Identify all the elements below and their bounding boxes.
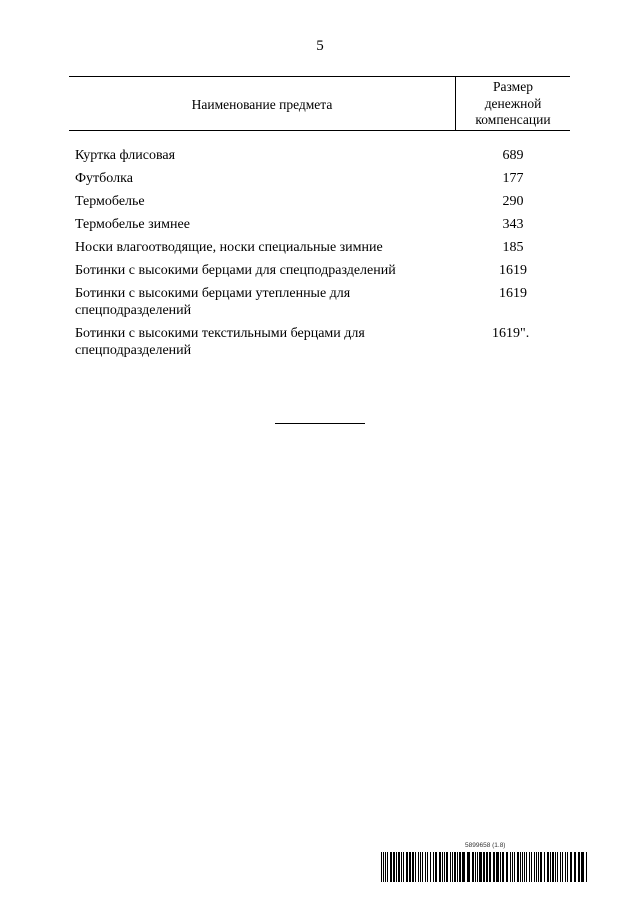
end-of-document-rule [275,423,365,424]
table-row [69,325,570,359]
item-name-line: Ботинки с высокими берцами для спецподразделений [75,263,396,278]
header-compensation-amount [456,77,570,130]
item-name [69,325,456,359]
item-name-line: Футболка [75,171,133,186]
barcode-bars [381,852,591,882]
table-row [69,216,570,233]
table-row [69,147,570,164]
item-amount: 1619 [499,286,527,301]
table-body [69,147,570,359]
header-amount-line: денежной [484,95,542,111]
item-amount: 1619". [492,326,530,341]
item-name-line: Ботинки с высокими текстильными берцами для [75,326,365,341]
item-name-line: спецподразделений [75,303,192,318]
table-row [69,170,570,187]
item-amount: 185 [502,240,524,255]
page-number: 5 [316,38,324,54]
header-amount-line: Размер [493,79,533,94]
item-amount: 290 [502,194,524,209]
item-amount: 343 [502,217,524,232]
table-row [69,262,570,279]
table-header [69,76,570,131]
item-amount: 689 [502,148,524,163]
item-name-line: спецподразделений [75,343,192,358]
header-item-name: Наименование предмета [69,77,456,130]
item-name [69,262,456,279]
barcode-label: 5899658 (1.8) [465,842,506,849]
item-name [69,239,456,256]
item-name [69,285,456,319]
item-name-line: Ботинки с высокими берцами утепленные для [75,286,351,301]
item-name-line: Куртка флисовая [75,148,176,163]
item-name [69,147,456,164]
table-row [69,285,570,319]
item-name [69,170,456,187]
item-name-line: Носки влагоотводящие, носки специальные зимние [75,240,383,255]
table-row [69,193,570,210]
compensation-table [69,76,570,365]
item-amount: 1619 [499,263,527,278]
table-row [69,239,570,256]
item-name-line: Термобелье зимнее [75,217,190,232]
item-name [69,216,456,233]
header-amount-line: компенсации [475,112,551,127]
barcode [381,842,591,882]
item-amount: 177 [502,171,524,186]
item-name-line: Термобелье [75,194,145,209]
item-name [69,193,456,210]
